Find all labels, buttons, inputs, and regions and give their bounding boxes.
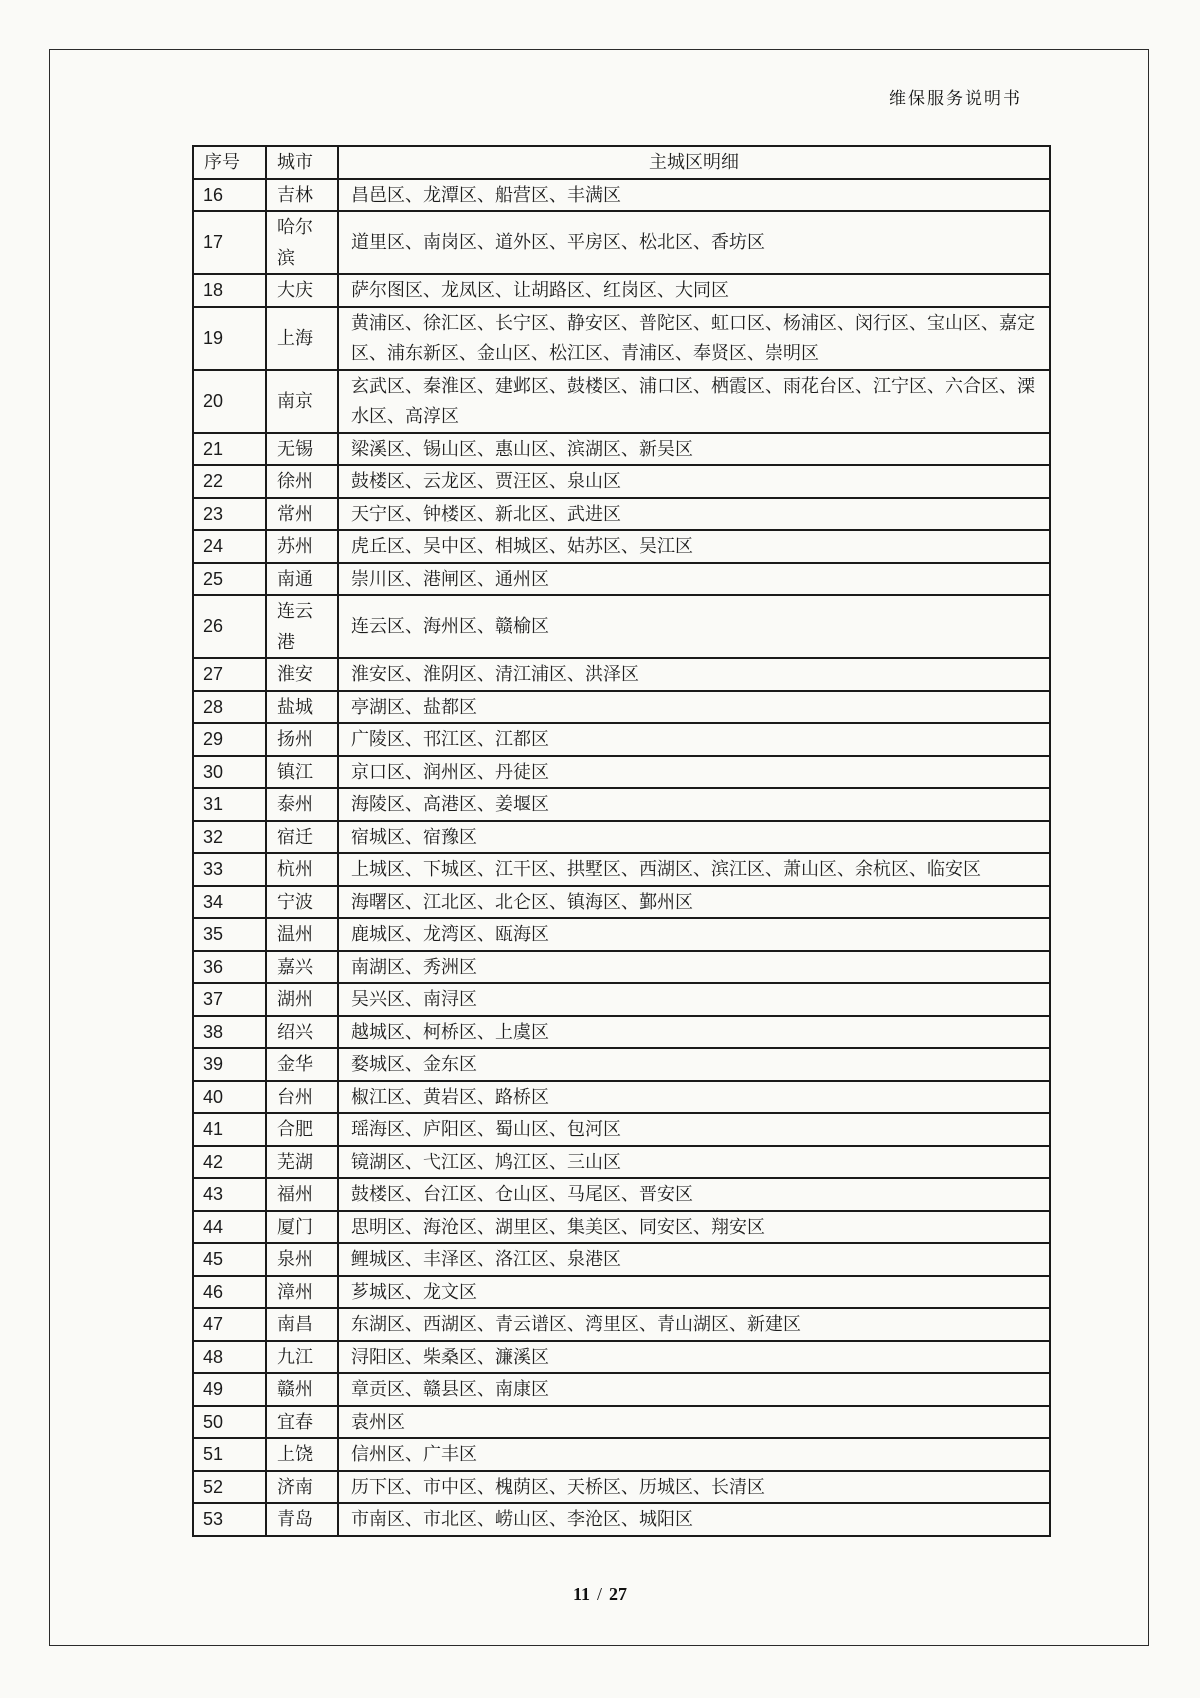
table-row: [193, 853, 1050, 886]
table-row: [193, 788, 1050, 821]
table-row: [193, 951, 1050, 984]
districts-cell: 连云区、海州区、赣榆区: [338, 595, 1050, 658]
row-number-cell: 50: [193, 1406, 266, 1439]
table-row: [193, 1308, 1050, 1341]
districts-cell: 鲤城区、丰泽区、洛江区、泉港区: [338, 1243, 1050, 1276]
row-number-cell: 31: [193, 788, 266, 821]
row-number-cell: 52: [193, 1471, 266, 1504]
districts-cell: 吴兴区、南浔区: [338, 983, 1050, 1016]
table-row: [193, 723, 1050, 756]
table-row: [193, 433, 1050, 466]
city-cell: 大庆: [266, 274, 338, 307]
table-row: [193, 1048, 1050, 1081]
city-cell: 青岛: [266, 1503, 338, 1536]
row-number-cell: 48: [193, 1341, 266, 1374]
districts-cell: 道里区、南岗区、道外区、平房区、松北区、香坊区: [338, 211, 1050, 274]
row-number-cell: 32: [193, 821, 266, 854]
city-cell: 漳州: [266, 1276, 338, 1309]
districts-cell: 南湖区、秀洲区: [338, 951, 1050, 984]
row-number-cell: 46: [193, 1276, 266, 1309]
city-cell: 绍兴: [266, 1016, 338, 1049]
table-row: [193, 595, 1050, 658]
districts-cell: 上城区、下城区、江干区、拱墅区、西湖区、滨江区、萧山区、余杭区、临安区: [338, 853, 1050, 886]
row-number-cell: 18: [193, 274, 266, 307]
city-cell: 宁波: [266, 886, 338, 919]
table-row: [193, 691, 1050, 724]
city-cell: 台州: [266, 1081, 338, 1114]
row-number-cell: 33: [193, 853, 266, 886]
city-cell: 芜湖: [266, 1146, 338, 1179]
districts-table: [192, 145, 1051, 1537]
row-number-cell: 49: [193, 1373, 266, 1406]
row-number-cell: 24: [193, 530, 266, 563]
row-number-cell: 37: [193, 983, 266, 1016]
table-row: [193, 1341, 1050, 1374]
row-number-cell: 30: [193, 756, 266, 789]
city-cell: 福州: [266, 1178, 338, 1211]
row-number-cell: 45: [193, 1243, 266, 1276]
districts-cell: 袁州区: [338, 1406, 1050, 1439]
row-number-cell: 20: [193, 370, 266, 433]
table-row: [193, 1471, 1050, 1504]
column-header-number: 序号: [193, 146, 266, 179]
row-number-cell: 51: [193, 1438, 266, 1471]
table-row: [193, 1016, 1050, 1049]
city-cell: 扬州: [266, 723, 338, 756]
districts-cell: 虎丘区、吴中区、相城区、姑苏区、吴江区: [338, 530, 1050, 563]
row-number-cell: 41: [193, 1113, 266, 1146]
districts-cell: 鼓楼区、台江区、仓山区、马尾区、晋安区: [338, 1178, 1050, 1211]
city-cell: 盐城: [266, 691, 338, 724]
city-cell: 南昌: [266, 1308, 338, 1341]
districts-cell: 鼓楼区、云龙区、贾汪区、泉山区: [338, 465, 1050, 498]
city-cell: 济南: [266, 1471, 338, 1504]
row-number-cell: 38: [193, 1016, 266, 1049]
table-row: [193, 821, 1050, 854]
row-number-cell: 16: [193, 179, 266, 212]
table-row: [193, 1373, 1050, 1406]
districts-cell: 天宁区、钟楼区、新北区、武进区: [338, 498, 1050, 531]
districts-cell: 玄武区、秦淮区、建邺区、鼓楼区、浦口区、栖霞区、雨花台区、江宁区、六合区、溧水区、高淳区: [338, 370, 1050, 433]
districts-cell: 芗城区、龙文区: [338, 1276, 1050, 1309]
districts-cell: 海陵区、高港区、姜堰区: [338, 788, 1050, 821]
city-cell: 徐州: [266, 465, 338, 498]
city-cell: 厦门: [266, 1211, 338, 1244]
table-row: [193, 211, 1050, 274]
districts-cell: 历下区、市中区、槐荫区、天桥区、历城区、长清区: [338, 1471, 1050, 1504]
city-cell: 宿迁: [266, 821, 338, 854]
table-row: [193, 1438, 1050, 1471]
row-number-cell: 28: [193, 691, 266, 724]
page-separator: /: [597, 1584, 603, 1604]
row-number-cell: 19: [193, 307, 266, 370]
table-row: [193, 918, 1050, 951]
row-number-cell: 22: [193, 465, 266, 498]
districts-cell: 思明区、海沧区、湖里区、集美区、同安区、翔安区: [338, 1211, 1050, 1244]
row-number-cell: 17: [193, 211, 266, 274]
row-number-cell: 29: [193, 723, 266, 756]
city-cell: 九江: [266, 1341, 338, 1374]
city-cell: 镇江: [266, 756, 338, 789]
districts-cell: 梁溪区、锡山区、惠山区、滨湖区、新吴区: [338, 433, 1050, 466]
row-number-cell: 42: [193, 1146, 266, 1179]
districts-cell: 镜湖区、弋江区、鸠江区、三山区: [338, 1146, 1050, 1179]
table-row: [193, 370, 1050, 433]
table-row: [193, 658, 1050, 691]
table-row: [193, 1243, 1050, 1276]
row-number-cell: 21: [193, 433, 266, 466]
table-row: [193, 1211, 1050, 1244]
districts-cell: 淮安区、淮阴区、清江浦区、洪泽区: [338, 658, 1050, 691]
city-cell: 金华: [266, 1048, 338, 1081]
city-cell: 上饶: [266, 1438, 338, 1471]
table-row: [193, 1276, 1050, 1309]
row-number-cell: 27: [193, 658, 266, 691]
row-number-cell: 47: [193, 1308, 266, 1341]
row-number-cell: 34: [193, 886, 266, 919]
districts-cell: 海曙区、江北区、北仑区、镇海区、鄞州区: [338, 886, 1050, 919]
column-header-city: 城市: [266, 146, 338, 179]
table-row: [193, 1113, 1050, 1146]
table-row: [193, 756, 1050, 789]
city-cell: 连云港: [266, 595, 338, 658]
table-row: [193, 983, 1050, 1016]
districts-cell: 京口区、润州区、丹徒区: [338, 756, 1050, 789]
page-footer: [0, 1584, 1200, 1605]
column-header-districts: 主城区明细: [338, 146, 1050, 179]
districts-cell: 浔阳区、柴桑区、濂溪区: [338, 1341, 1050, 1374]
districts-cell: 信州区、广丰区: [338, 1438, 1050, 1471]
districts-cell: 章贡区、赣县区、南康区: [338, 1373, 1050, 1406]
city-cell: 常州: [266, 498, 338, 531]
current-page-number: 11: [572, 1584, 590, 1604]
districts-cell: 黄浦区、徐汇区、长宁区、静安区、普陀区、虹口区、杨浦区、闵行区、宝山区、嘉定区、浦东新区、金山区、松江区、青浦区、奉贤区、崇明区: [338, 307, 1050, 370]
table-row: [193, 530, 1050, 563]
districts-cell: 婺城区、金东区: [338, 1048, 1050, 1081]
table-row: [193, 274, 1050, 307]
city-cell: 苏州: [266, 530, 338, 563]
row-number-cell: 25: [193, 563, 266, 596]
city-cell: 吉林: [266, 179, 338, 212]
city-cell: 无锡: [266, 433, 338, 466]
table-row: [193, 886, 1050, 919]
row-number-cell: 23: [193, 498, 266, 531]
table-body: [193, 179, 1050, 1536]
districts-cell: 越城区、柯桥区、上虞区: [338, 1016, 1050, 1049]
districts-cell: 亭湖区、盐都区: [338, 691, 1050, 724]
city-cell: 南京: [266, 370, 338, 433]
districts-cell: 崇川区、港闸区、通州区: [338, 563, 1050, 596]
city-cell: 赣州: [266, 1373, 338, 1406]
districts-cell: 广陵区、邗江区、江都区: [338, 723, 1050, 756]
districts-cell: 萨尔图区、龙凤区、让胡路区、红岗区、大同区: [338, 274, 1050, 307]
city-cell: 嘉兴: [266, 951, 338, 984]
row-number-cell: 44: [193, 1211, 266, 1244]
city-cell: 泉州: [266, 1243, 338, 1276]
document-title: 维保服务说明书: [889, 89, 1022, 108]
city-cell: 南通: [266, 563, 338, 596]
table-row: [193, 1146, 1050, 1179]
districts-cell: 东湖区、西湖区、青云谱区、湾里区、青山湖区、新建区: [338, 1308, 1050, 1341]
row-number-cell: 53: [193, 1503, 266, 1536]
row-number-cell: 43: [193, 1178, 266, 1211]
table-row: [193, 307, 1050, 370]
districts-cell: 昌邑区、龙潭区、船营区、丰满区: [338, 179, 1050, 212]
table-row: [193, 1081, 1050, 1114]
districts-cell: 市南区、市北区、崂山区、李沧区、城阳区: [338, 1503, 1050, 1536]
city-cell: 合肥: [266, 1113, 338, 1146]
districts-cell: 瑶海区、庐阳区、蜀山区、包河区: [338, 1113, 1050, 1146]
city-cell: 杭州: [266, 853, 338, 886]
table-row: [193, 1406, 1050, 1439]
city-cell: 宜春: [266, 1406, 338, 1439]
city-cell: 上海: [266, 307, 338, 370]
city-cell: 淮安: [266, 658, 338, 691]
city-cell: 温州: [266, 918, 338, 951]
districts-cell: 鹿城区、龙湾区、瓯海区: [338, 918, 1050, 951]
table-row: [193, 465, 1050, 498]
row-number-cell: 40: [193, 1081, 266, 1114]
city-cell: 哈尔滨: [266, 211, 338, 274]
city-cell: 湖州: [266, 983, 338, 1016]
table-row: [193, 1178, 1050, 1211]
city-cell: 泰州: [266, 788, 338, 821]
total-page-number: 27: [609, 1584, 628, 1604]
table-row: [193, 179, 1050, 212]
districts-cell: 椒江区、黄岩区、路桥区: [338, 1081, 1050, 1114]
row-number-cell: 26: [193, 595, 266, 658]
table-row: [193, 498, 1050, 531]
table-row: [193, 563, 1050, 596]
districts-cell: 宿城区、宿豫区: [338, 821, 1050, 854]
table-row: [193, 1503, 1050, 1536]
row-number-cell: 36: [193, 951, 266, 984]
table-header-row: [193, 146, 1050, 179]
row-number-cell: 35: [193, 918, 266, 951]
row-number-cell: 39: [193, 1048, 266, 1081]
